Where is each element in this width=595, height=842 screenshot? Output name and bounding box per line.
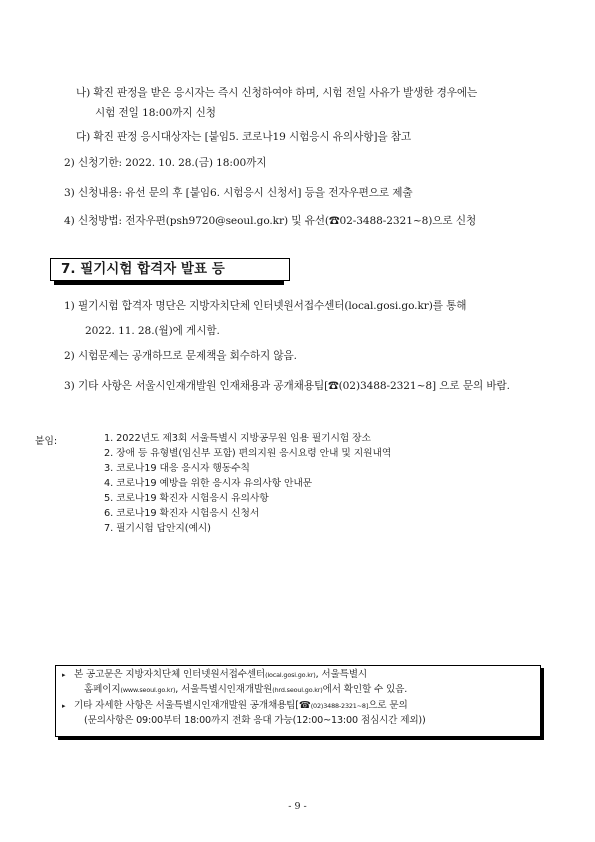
notice-line1-text: 본 공고문은 지방자치단체 인터넷원서접수센터: [74, 669, 266, 680]
section-7-title: 7. 필기시험 합격자 발표 등: [50, 258, 290, 281]
notice-line2-mid: , 서울특별시인재개발원: [175, 684, 273, 695]
notice-shadow: [541, 668, 544, 740]
item-3-content: 3) 신청내용: 유선 문의 후 [붙임6. 시험응시 신청서] 등을 전자우편으로 제출: [64, 187, 413, 199]
notice-line3-post: 으로 문의: [368, 700, 408, 711]
phone-icon: ☎: [328, 380, 339, 392]
notice-line1-post: , 서울특별시: [315, 669, 367, 680]
s7-item1-line1: 1) 필기시험 합격자 명단은 지방자치단체 인터넷원서접수센터(local.gosi.go.kr)를 통해: [64, 300, 467, 312]
item-4-text-post: 02-3488-2321~8)으로 신청: [339, 215, 477, 227]
bullet-icon: ▸: [62, 702, 66, 710]
notice-line2-post: 에서 확인할 수 있음.: [322, 684, 408, 695]
notice-line1: [74, 668, 367, 682]
notice-line2-pre: 홈페이지: [84, 684, 121, 695]
item-na-line2: 시험 전일 18:00까지 신청: [95, 107, 216, 119]
item-4-text-pre: 4) 신청방법: 전자우편(psh9720@seoul.go.kr) 및 유선(: [64, 215, 329, 227]
phone-icon: ☎: [328, 215, 340, 227]
notice-url: (hrd.seoul.go.kr): [272, 686, 323, 694]
s7-item3-post: (02)3488-2321~8] 으로 문의 바람.: [338, 380, 510, 392]
attachment-item: 6. 코로나19 확진자 시험응시 신청서: [104, 508, 260, 519]
item-4-method: [64, 214, 476, 228]
notice-line2: [84, 683, 407, 697]
s7-item1-line2: 2022. 11. 28.(월)에 게시함.: [85, 325, 220, 337]
attachment-item: 7. 필기시험 답안지(예시): [104, 523, 211, 534]
notice-line3-pre: 기타 자세한 사항은 서울특별시인재개발원 공개채용팀[: [74, 700, 299, 711]
phone-icon: ☎: [298, 700, 311, 711]
section-7-heading: [50, 258, 284, 285]
attachment-item: 1. 2022년도 제3회 서울특별시 지방공무원 임용 필기시험 장소: [104, 433, 371, 444]
s7-item3-pre: 3) 기타 사항은 서울시인재개발원 인재채용과 공개채용팀[: [64, 380, 329, 392]
attachments-label: 붙임:: [35, 436, 58, 447]
notice-url: (www.seoul.go.kr): [120, 686, 176, 694]
s7-item3: [64, 379, 510, 393]
notice-shadow: [58, 737, 544, 740]
attachment-item: 5. 코로나19 확진자 시험응시 유의사항: [104, 493, 269, 504]
attachment-item: 3. 코로나19 대응 응시자 행동수칙: [104, 463, 250, 474]
s7-item2: 2) 시험문제는 공개하므로 문제책을 회수하지 않음.: [64, 350, 297, 362]
notice-line3: [74, 699, 408, 713]
notice-line4: (문의사항은 09:00부터 18:00까지 전화 응대 가능(12:00~13:00 점심시간 제외)): [84, 715, 426, 726]
attachment-item: 4. 코로나19 예방을 위한 응시자 유의사항 안내문: [104, 478, 313, 489]
notice-url: (local.gosi.go.kr): [265, 671, 316, 679]
notice-phone: (02)3488-2321~8]: [310, 702, 369, 710]
item-2-deadline: 2) 신청기한: 2022. 10. 28.(금) 18:00까지: [64, 157, 267, 169]
item-da: 다) 확진 판정 응시대상자는 [붙임5. 코로나19 시험응시 유의사항]을 참고: [76, 131, 412, 143]
attachment-item: 2. 장애 등 유형별(임신부 포함) 편의지원 응시요령 안내 및 지원내역: [104, 448, 392, 459]
notice-box: [55, 665, 541, 737]
item-na-line1: 나) 확진 판정을 받은 응시자는 즉시 신청하여야 하며, 시험 전일 사유가 발생한 경우에는: [76, 87, 478, 99]
bullet-icon: ▸: [62, 671, 66, 679]
page-number: - 9 -: [288, 801, 307, 812]
